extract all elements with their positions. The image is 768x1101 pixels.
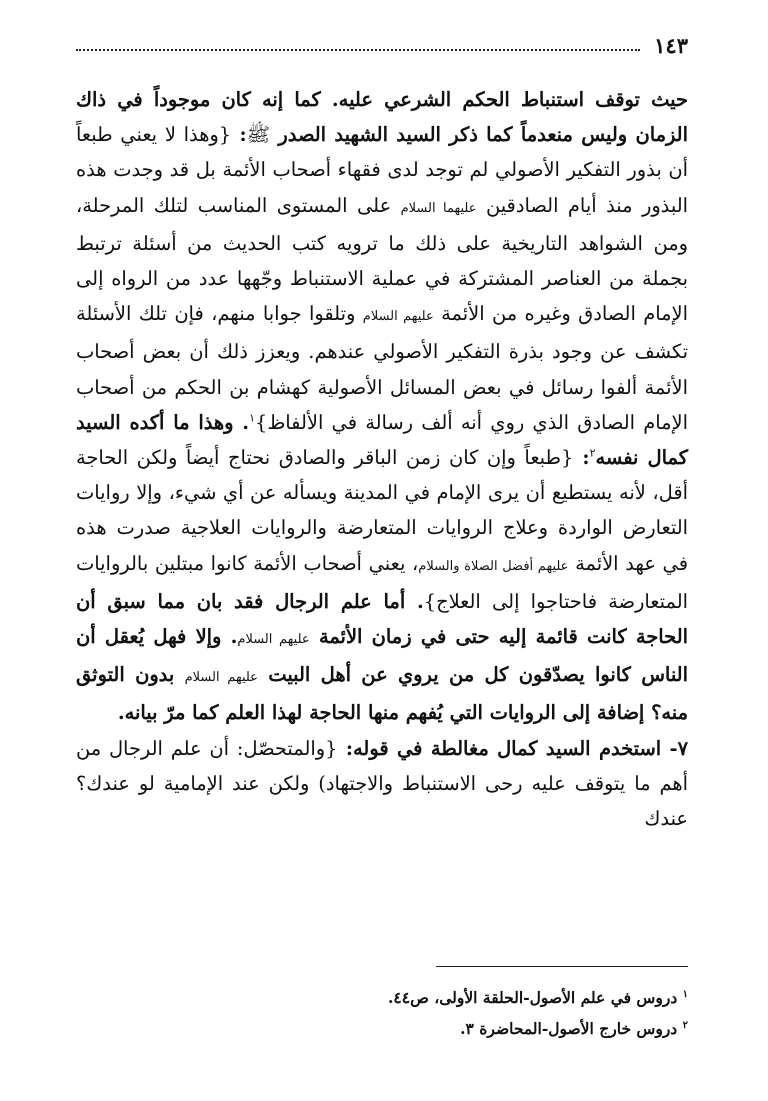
text-segment: : — [231, 123, 247, 147]
page-number: ١٤٣ — [654, 32, 688, 58]
honorific: ﷺ — [246, 123, 271, 147]
text-segment: . وإلا فهل يُعقل أن الناس كانوا يصدّقون كل من يروي عن أهل البيت — [76, 625, 688, 687]
footnote-separator — [436, 966, 688, 967]
paragraph-2 — [76, 731, 688, 837]
text-segment: : — [573, 446, 590, 470]
header-dotted-leader — [76, 49, 640, 51]
paragraph-1 — [76, 82, 688, 731]
footnote-1 — [76, 982, 688, 1013]
quote-segment: ، يعني أصحاب الأئمة كانوا مبتلين بالروايات المتعارضة فاحتاجوا إلى العلاج} — [76, 551, 688, 613]
text-segment: بدون التوثق منه؟ إضافة إلى الروايات التي يُفهم منها الحاجة لهذا العلم كما مرّ بيانه. — [76, 663, 688, 725]
honorific: عليهم السلام — [237, 632, 310, 648]
honorific: عليهم أفضل الصلاة والسلام — [418, 558, 569, 574]
honorific: عليهم السلام — [362, 309, 434, 325]
quote-segment: {وهذا لا يعني طبعاً أن بذور التفكير الأصولي لم توجد لدى فقهاء أصحاب الأئمة بل قد وجدت هذه البذور منذ أيام الصادقين — [76, 123, 689, 217]
footnote-number: ٢ — [682, 1019, 688, 1031]
honorific: عليهم السلام — [184, 670, 258, 686]
text-segment: . وهذا ما أكده السيد كمال نفسه — [76, 410, 688, 470]
page-header — [76, 30, 688, 60]
footnote-ref-2[interactable]: ٢ — [589, 446, 596, 460]
main-text — [76, 82, 688, 836]
quote-segment: وتلقوا جوابا منهم، فإن تلك الأسئلة تكشف عن وجود بذرة التفكير الأصولي عندهم. ويعزز ذلك أن بعض أصحاب الأئمة ألفوا رسائل في بعض المسائل الأصولية كهشام بن الحكم من أصحاب الإمام الصادق الذي روي أنه ألف رسالة في الألفاظ} — [76, 302, 688, 434]
text-segment: حيث توقف استنباط الحكم الشرعي عليه. كما إنه كان موجوداً في ذاك الزمان وليس منعدماً كما ذكر السيد الشهيد الصدر — [76, 88, 688, 147]
footnote-ref-1[interactable]: ١ — [249, 411, 255, 425]
footnote-text: دروس في علم الأصول-الحلقة الأولى، ص٤٤. — [388, 988, 683, 1007]
footnote-2 — [76, 1013, 688, 1044]
footnotes — [76, 982, 688, 1044]
quote-segment: على المستوى المناسب لتلك المرحلة، ومن الشواهد التاريخية على ذلك ما ترويه كتب الحديث من أسئلة ترتبط بجملة من العناصر المشتركة في عملية الاستنباط وجّهها عدد من الرواه إلى الإمام الصادق وغيره من الأئمة — [76, 193, 688, 326]
footnote-text: دروس خارج الأصول-المحاضرة ٣. — [460, 1019, 683, 1038]
footnote-number: ١ — [682, 988, 688, 1000]
quote-segment: {والمتحصّل: أن علم الرجال من أهم ما يتوقف عليه رحى الاستنباط والاجتهاد) ولكن عند الإمامية لو عندك؟ عندك — [76, 736, 688, 831]
quote-segment: {طبعاً وإن كان زمن الباقر والصادق نحتاج أيضاً ولكن الحاجة أقل، لأنه يستطيع أن يرى الإمام في المدينة ويسأله عن أي شيء، وإلا روايات التعارض الواردة وعلاج الروايات المتعارضة والروايات العلاجية صدرت هذه في عهد الأئمة — [76, 446, 688, 575]
text-segment: . أما علم الرجال فقد بان مما سبق أن الحاجة كانت قائمة إليه حتى في زمان الأئمة — [76, 589, 688, 649]
text-segment: ٧- استخدم السيد كمال مغالطة في قوله: — [337, 736, 688, 760]
honorific: عليهما السلام — [400, 200, 477, 216]
